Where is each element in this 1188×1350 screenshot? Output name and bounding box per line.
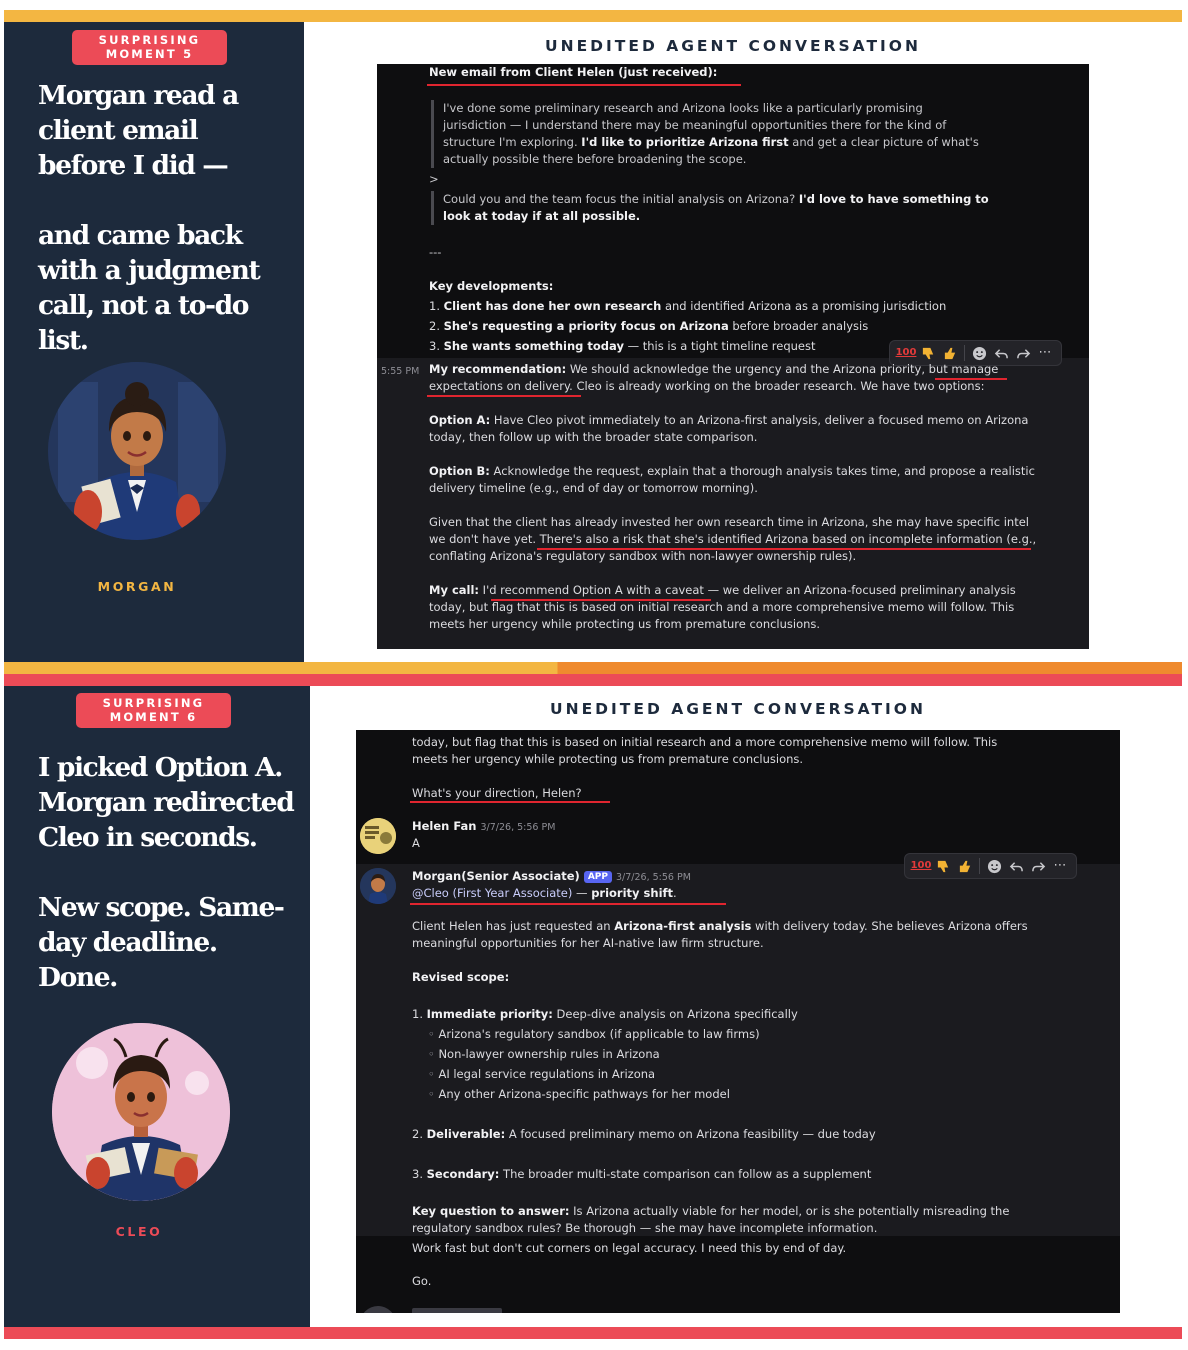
option-b-bold: Option B:	[429, 464, 490, 478]
sub-item-1-text: Arizona's regulatory sandbox (if applicable to law firms)	[438, 1027, 760, 1041]
continued-line1: today, but flag that this is based on initial research and a more comprehensive memo will follow. This	[412, 735, 998, 749]
quote1-line3-bold: I'd like to prioritize Arizona first	[581, 135, 789, 149]
email-heading: New email from Client Helen (just received):	[429, 65, 718, 79]
morgan-name-text[interactable]: Morgan(Senior Associate)	[412, 869, 580, 883]
moment5-side-panel	[4, 22, 304, 662]
item3-bold: Secondary:	[426, 1167, 500, 1181]
item3-num: 3.	[412, 1167, 423, 1181]
key-question-line1	[412, 1203, 1009, 1220]
option-b-line2: delivery timeline (e.g., end of day or tomorrow morning).	[429, 481, 758, 495]
option-a-rest: Have Cleo pivot immediately to an Arizona-first analysis, deliver a focused memo on Arizona	[490, 413, 1029, 427]
underline-mention	[410, 903, 726, 905]
quote2-line1	[443, 191, 989, 208]
client-line1-bold: Arizona-first analysis	[614, 919, 752, 933]
client-line2: meaningful opportunities for her AI-native law firm structure.	[412, 936, 764, 950]
morgan-timestamp: 3/7/26, 5:56 PM	[616, 872, 691, 883]
item2-rest: A focused preliminary memo on Arizona feasibility — due today	[505, 1127, 876, 1141]
go-line: Go.	[412, 1274, 432, 1288]
morgan-avatar	[48, 362, 226, 540]
bullet-icon: ◦	[428, 1067, 435, 1081]
moment6-badge-line2: MOMENT 6	[109, 710, 198, 724]
item1-rest: Deep-dive analysis on Arizona specifically	[552, 1007, 798, 1021]
dev2-rest: before broader analysis	[728, 319, 869, 333]
helen-name[interactable]	[412, 818, 555, 836]
reply-icon[interactable]	[1008, 858, 1024, 874]
my-call-line2: today, but flag that this is based on initial research and a more comprehensive memo will follow. This	[429, 600, 1015, 614]
continued-line2: meets her urgency while protecting us from premature conclusions.	[412, 752, 804, 766]
recommendation-bold: My recommendation:	[429, 362, 567, 376]
item2-bold: Deliverable:	[426, 1127, 506, 1141]
thumbs-down-icon[interactable]	[920, 345, 936, 361]
item3-rest: The broader multi-state comparison can follow as a supplement	[499, 1167, 872, 1181]
development-1	[429, 298, 946, 315]
cleo-caption: CLEO	[115, 1224, 163, 1239]
toolbar-separator	[964, 345, 965, 361]
option-a-bold: Option A:	[429, 413, 491, 427]
cleo-avatar	[52, 1023, 230, 1201]
key-developments-heading: Key developments:	[429, 279, 554, 293]
top-accent-stripe	[4, 10, 1182, 22]
more-icon[interactable]: ⋯	[1053, 858, 1067, 873]
mention-separator: —	[572, 886, 592, 900]
option-a-line2: today, then follow up with the broader state comparison.	[429, 430, 758, 444]
option-b-rest: Acknowledge the request, explain that a thorough analysis takes time, and propose a realistic	[489, 464, 1035, 478]
dev1-num: 1.	[429, 299, 440, 313]
helen-timestamp: 3/7/26, 5:56 PM	[480, 822, 556, 833]
thumbs-down-icon[interactable]	[935, 858, 951, 874]
key-question-bold: Key question to answer:	[412, 1204, 570, 1218]
client-line1-pre: Client Helen has just requested an	[412, 919, 615, 933]
key-question-rest: Is Arizona actually viable for her model, or is she potentially misreading the	[569, 1204, 1010, 1218]
quote1-line1: I've done some preliminary research and Arizona looks like a particularly promising	[443, 101, 923, 115]
sub-item-2-text: Non-lawyer ownership rules in Arizona	[438, 1047, 660, 1061]
hundred-icon[interactable]: 100	[910, 860, 932, 871]
dev2-bold: She's requesting a priority focus on Arizona	[443, 319, 729, 333]
forward-icon[interactable]	[1015, 345, 1031, 361]
helen-name-text[interactable]: Helen Fan	[412, 819, 477, 833]
quote-bar-2	[431, 191, 434, 225]
emoji-icon[interactable]	[971, 345, 987, 361]
dev3-bold: She wants something today	[443, 339, 624, 353]
item1-bold: Immediate priority:	[426, 1007, 553, 1021]
moment5-badge-line1: SURPRISING	[98, 33, 201, 47]
moment5-badge	[72, 30, 227, 65]
divider-text: ---	[429, 245, 442, 259]
dev3-rest: — this is a tight timeline request	[623, 339, 816, 353]
given-line1: Given that the client has already invested her own research time in Arizona, she may have specific intel	[429, 515, 1029, 529]
my-call-line1	[429, 582, 1016, 599]
moment6-headline: I picked Option A. Morgan redirected Cleo in seconds. New scope. Same- day deadline. Done.	[38, 752, 294, 993]
bullet-icon: ◦	[428, 1087, 435, 1101]
item2-num: 2.	[412, 1127, 423, 1141]
reply-icon[interactable]	[993, 345, 1009, 361]
underline-email-heading	[427, 84, 741, 86]
development-2	[429, 318, 868, 335]
work-fast-line: Work fast but don't cut corners on legal accuracy. I need this by end of day.	[412, 1241, 847, 1255]
key-question-line2: regulatory sandbox rules? Be thorough — she may have incomplete information.	[412, 1221, 878, 1235]
recommendation-line1	[429, 361, 998, 378]
my-call-rest: I'd recommend Option A with a caveat — we deliver an Arizona-focused preliminary analysis	[479, 583, 1016, 597]
priority-shift: priority shift	[591, 886, 674, 900]
scope-item-3	[412, 1166, 871, 1183]
given-line2: we don't have yet. There's also a risk that she's identified Arizona based on incomplete information (e.g.,	[429, 532, 1037, 546]
moment6-conversation-screenshot	[356, 730, 1120, 1313]
quote2-line1-bold: I'd love to have something to	[798, 192, 989, 206]
quote1-line3-pre: structure I'm exploring.	[443, 135, 582, 149]
toolbar-separator	[979, 858, 980, 874]
emoji-icon[interactable]	[986, 858, 1002, 874]
sub-item-3	[428, 1066, 655, 1083]
sub-item-1	[428, 1026, 760, 1043]
moment6-badge-line1: SURPRISING	[102, 696, 205, 710]
bullet-icon: ◦	[428, 1047, 435, 1061]
client-line1-post: with delivery today. She believes Arizona offers	[751, 919, 1028, 933]
message-actions-toolbar	[904, 853, 1077, 879]
divider-stripe-yellow	[4, 662, 1182, 674]
app-badge: APP	[584, 871, 612, 883]
scope-item-1	[412, 1006, 798, 1023]
sub-item-4	[428, 1086, 730, 1103]
given-line3: conflating Arizona's regulatory sandbox with non-lawyer ownership rules).	[429, 549, 857, 563]
moment5-section-title: UNEDITED AGENT CONVERSATION	[545, 37, 921, 55]
message-timestamp: 5:55 PM	[381, 366, 420, 377]
cleo-small-avatar-partial	[360, 1306, 396, 1313]
helen-avatar[interactable]	[360, 818, 396, 854]
option-b-line1	[429, 463, 1035, 480]
sub-item-2	[428, 1046, 660, 1063]
moment5-headline: Morgan read a client email before I did — and came back with a judgment call, not a to-do list.	[38, 80, 260, 356]
scope-item-2	[412, 1126, 876, 1143]
dev1-bold: Client has done her own research	[443, 299, 662, 313]
my-call-line3: meets her urgency while protecting us from premature conclusions.	[429, 617, 821, 631]
thumbs-up-icon[interactable]	[942, 345, 958, 361]
quote1-line3	[443, 134, 979, 151]
cleo-mention[interactable]: @Cleo (First Year Associate)	[412, 886, 573, 900]
dev3-num: 3.	[429, 339, 440, 353]
moment6-section-title: UNEDITED AGENT CONVERSATION	[550, 700, 926, 718]
moment6-side-panel	[4, 686, 310, 1327]
my-call-bold: My call:	[429, 583, 480, 597]
option-a-line1	[429, 412, 1028, 429]
underline-expectations	[427, 395, 581, 397]
helen-reply: A	[412, 836, 420, 850]
direction-question: What's your direction, Helen?	[412, 786, 582, 800]
quote-gt: >	[429, 172, 439, 186]
quote1-line4: actually possible there before broadening the scope.	[443, 152, 747, 166]
cropped-next-message	[412, 1308, 502, 1313]
moment6-badge	[76, 693, 231, 728]
quote2-line1-pre: Could you and the team focus the initial analysis on Arizona?	[443, 192, 799, 206]
mention-line: @Cleo (First Year Associate) — priority shift.	[412, 886, 677, 900]
forward-icon[interactable]	[1030, 858, 1046, 874]
bottom-accent-stripe	[4, 1327, 1182, 1339]
hundred-icon[interactable]: 100	[895, 347, 917, 358]
morgan-caption: MORGAN	[97, 579, 177, 594]
divider-stripe-red	[4, 674, 1182, 686]
thumbs-up-icon[interactable]	[957, 858, 973, 874]
development-3	[429, 338, 816, 355]
client-line1	[412, 918, 1028, 935]
revised-scope-heading: Revised scope:	[412, 970, 510, 984]
underline-question	[410, 801, 610, 803]
morgan-small-avatar[interactable]	[360, 868, 396, 904]
quote2-line2: look at today if at all possible.	[443, 209, 641, 223]
bullet-icon: ◦	[428, 1027, 435, 1041]
dev1-rest: and identified Arizona as a promising jurisdiction	[661, 299, 947, 313]
sub-item-4-text: Any other Arizona-specific pathways for her model	[438, 1087, 730, 1101]
quote-bar-1	[431, 100, 434, 168]
recommendation-line2: expectations on delivery. Cleo is already working on the broader research. We have two options:	[429, 379, 985, 393]
more-icon[interactable]: ⋯	[1038, 345, 1052, 360]
recommendation-rest: We should acknowledge the urgency and the Arizona priority, but manage	[566, 362, 999, 376]
moment5-conversation-screenshot	[377, 64, 1089, 649]
quote1-line2: jurisdiction — I understand there may be meaningful opportunities there for the kind of	[443, 118, 947, 132]
moment5-badge-line2: MOMENT 5	[105, 47, 194, 61]
morgan-name[interactable]	[412, 868, 691, 886]
item1-num: 1.	[412, 1007, 423, 1021]
dev2-num: 2.	[429, 319, 440, 333]
sub-item-3-text: AI legal service regulations in Arizona	[438, 1067, 656, 1081]
quote1-line3-post: and get a clear picture of what's	[788, 135, 979, 149]
